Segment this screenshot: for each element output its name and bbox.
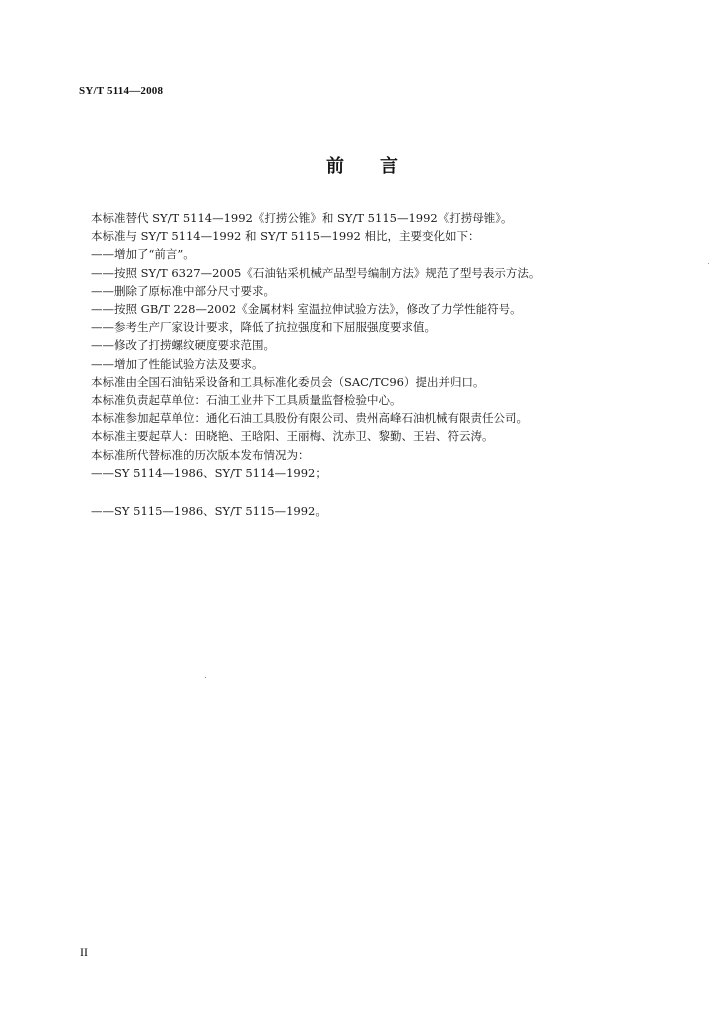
text-line-10: 本标准由全国石油钻采设备和工具标准化委员会（SAC/TC96）提出并归口。: [91, 375, 485, 389]
text-line-12: 本标准参加起草单位：通化石油工具股份有限公司、贵州高峰石油机械有限责任公司。: [91, 411, 528, 425]
scan-edge-mark: [708, 263, 709, 264]
text-line-6: ——按照 GB/T 228—2002《金属材料 室温拉伸试验方法》，修改了力学性能符号。: [91, 302, 522, 316]
text-line-13: 本标准主要起草人：田晓艳、王晗阳、王丽梅、沈赤卫、黎勤、王岩、符云涛。: [91, 429, 494, 443]
text-line-7: ——参考生产厂家设计要求，降低了抗拉强度和下屈服强度要求值。: [91, 320, 436, 334]
page-title: [0, 152, 724, 178]
standard-code-header: SY/T 5114—2008: [79, 85, 164, 97]
text-line-15: ——SY 5114—1986、SY/T 5114—1992；: [91, 466, 327, 480]
text-line-11: 本标准负责起草单位：石油工业井下工具质量监督检验中心。: [91, 393, 402, 407]
text-line-16: ——SY 5115—1986、SY/T 5115—1992。: [91, 504, 327, 518]
text-line-3: ——增加了“前言”。: [91, 247, 195, 261]
text-line-4: ——按照 SY/T 6327—2005《石油钻采机械产品型号编制方法》规范了型号表示方法。: [91, 266, 541, 280]
text-line-1: 本标准替代 SY/T 5114—1992《打捞公锥》和 SY/T 5115—1992《打捞母锥》。: [91, 211, 513, 225]
scan-speck: [205, 677, 206, 678]
page-title-char-2: 言: [380, 156, 398, 177]
text-line-2: 本标准与 SY/T 5114—1992 和 SY/T 5115—1992 相比，主要变化如下：: [91, 229, 480, 243]
page-number: II: [80, 945, 88, 959]
text-line-14: 本标准所代替标准的历次版本发布情况为：: [91, 448, 310, 462]
text-line-8: ——修改了打捞螺纹硬度要求范围。: [91, 338, 275, 352]
text-line-5: ——删除了原标准中部分尺寸要求。: [91, 284, 275, 298]
page-title-char-1: 前: [326, 156, 344, 177]
text-line-9: ——增加了性能试验方法及要求。: [91, 357, 264, 371]
